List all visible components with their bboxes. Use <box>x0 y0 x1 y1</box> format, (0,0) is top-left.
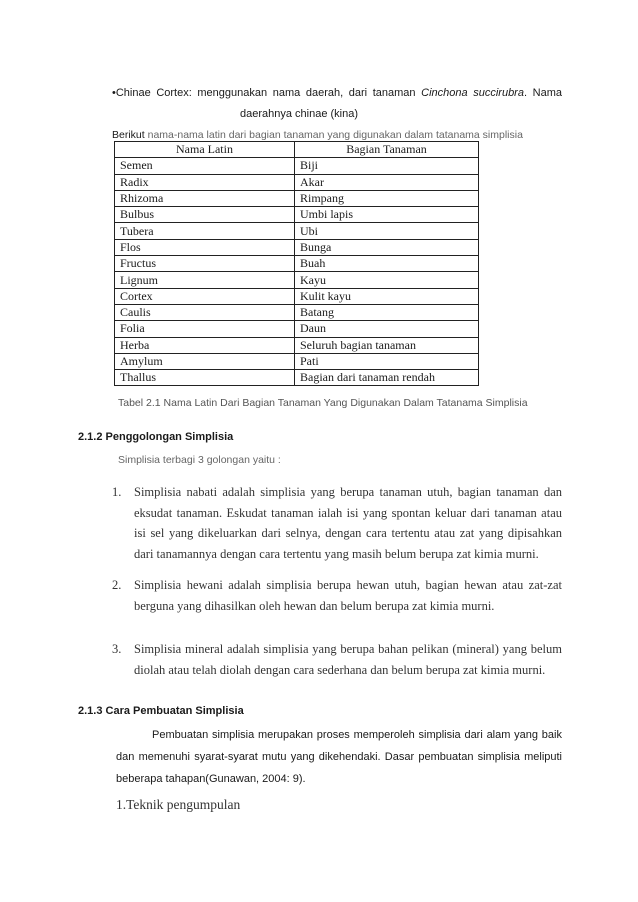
list-text: Simplisia mineral adalah simplisia yang berupa bahan pelikan (mineral) yang belum diolah atau telah diolah dengan cara sederhana dan belum berupa zat kimia murni. <box>134 642 562 677</box>
latin-cell: Folia <box>115 321 295 337</box>
table-row <box>115 272 479 288</box>
bullet-continuation: daerahnya chinae (kina) <box>240 108 359 120</box>
bullet-paragraph <box>112 87 562 99</box>
part-cell: Kayu <box>295 272 479 288</box>
section-paragraph-cara-pembuatan <box>116 724 562 790</box>
latin-names-table <box>114 141 479 386</box>
header-bagian-tanaman: Bagian Tanaman <box>295 142 479 158</box>
latin-cell: Tubera <box>115 223 295 239</box>
latin-cell: Caulis <box>115 304 295 320</box>
part-cell: Daun <box>295 321 479 337</box>
latin-cell: Amylum <box>115 353 295 369</box>
table-row <box>115 190 479 206</box>
table-row <box>115 321 479 337</box>
list-number: 3. <box>112 642 122 656</box>
list-item <box>112 575 562 616</box>
bullet-text-a: Chinae Cortex: menggunakan nama daerah, dari tanaman <box>115 87 422 99</box>
latin-cell: Rhizoma <box>115 190 295 206</box>
subitem-text: Teknik pengumpulan <box>126 797 241 812</box>
table-caption: Tabel 2.1 Nama Latin Dari Bagian Tanaman Yang Digunakan Dalam Tatanama Simplisia <box>118 397 528 409</box>
part-cell: Seluruh bagian tanaman <box>295 337 479 353</box>
latin-cell: Fructus <box>115 256 295 272</box>
list-text: Simplisia nabati adalah simplisia yang berupa tanaman utuh, bagian tanaman dan eksudat tanaman. Eskudat tanaman ialah isi yang spontan keluar dari tanaman atau isi sel yang dikeluarkan dari selnya, dengan cara tertentu atau zat yang dipisahkan dari tanamannya dengan cara tertentu yang masih belum berupa zat kimia murni. <box>134 485 562 561</box>
header-nama-latin: Nama Latin <box>115 142 295 158</box>
part-cell: Umbi lapis <box>295 207 479 223</box>
bullet-italic-species: Cinchona succirubra <box>421 87 524 99</box>
table-row <box>115 370 479 386</box>
table-header-row <box>115 142 479 158</box>
table-row <box>115 256 479 272</box>
table-intro-rest: nama-nama latin dari bagian tanaman yang digunakan dalam tatanama simplisia <box>144 129 523 141</box>
part-cell: Batang <box>295 304 479 320</box>
bullet-symbol: • <box>112 87 116 99</box>
latin-cell: Semen <box>115 158 295 174</box>
table-row <box>115 353 479 369</box>
list-number: 2. <box>112 578 122 592</box>
table-row <box>115 223 479 239</box>
list-item <box>112 482 562 564</box>
section-intro-penggolongan: Simplisia terbagi 3 golongan yaitu : <box>118 454 281 466</box>
part-cell: Kulit kayu <box>295 288 479 304</box>
part-cell: Biji <box>295 158 479 174</box>
latin-cell: Flos <box>115 239 295 255</box>
part-cell: Ubi <box>295 223 479 239</box>
part-cell: Bagian dari tanaman rendah <box>295 370 479 386</box>
table-intro-lead: Berikut <box>112 129 145 141</box>
paragraph-text: Pembuatan simplisia merupakan proses memperoleh simplisia dari alam yang baik dan memenuhi syarat-syarat mutu yang dikehendaki. Dasar pembuatan simplisia meliputi beberapa tahapan(Gunawan, 2004: 9). <box>116 729 562 785</box>
subitem-number: 1. <box>116 797 127 812</box>
table-row <box>115 207 479 223</box>
latin-cell: Cortex <box>115 288 295 304</box>
table-row <box>115 288 479 304</box>
list-item <box>112 639 562 680</box>
table-row <box>115 158 479 174</box>
part-cell: Bunga <box>295 239 479 255</box>
part-cell: Rimpang <box>295 190 479 206</box>
section-heading-cara-pembuatan: 2.1.3 Cara Pembuatan Simplisia <box>78 705 244 717</box>
latin-cell: Lignum <box>115 272 295 288</box>
table-intro <box>112 129 523 141</box>
list-number: 1. <box>112 485 122 499</box>
latin-cell: Radix <box>115 174 295 190</box>
table-row <box>115 174 479 190</box>
table-row <box>115 304 479 320</box>
section-heading-penggolongan: 2.1.2 Penggolongan Simplisia <box>78 431 234 443</box>
bullet-text-b: . Nama <box>523 87 562 99</box>
table-row <box>115 337 479 353</box>
table-row <box>115 239 479 255</box>
part-cell: Akar <box>295 174 479 190</box>
subitem-teknik-pengumpulan <box>116 797 240 813</box>
list-text: Simplisia hewani adalah simplisia berupa hewan utuh, bagian hewan atau zat-zat berguna yang dihasilkan oleh hewan dan belum berupa zat kimia murni. <box>134 578 562 613</box>
part-cell: Pati <box>295 353 479 369</box>
latin-cell: Bulbus <box>115 207 295 223</box>
latin-cell: Thallus <box>115 370 295 386</box>
latin-cell: Herba <box>115 337 295 353</box>
part-cell: Buah <box>295 256 479 272</box>
